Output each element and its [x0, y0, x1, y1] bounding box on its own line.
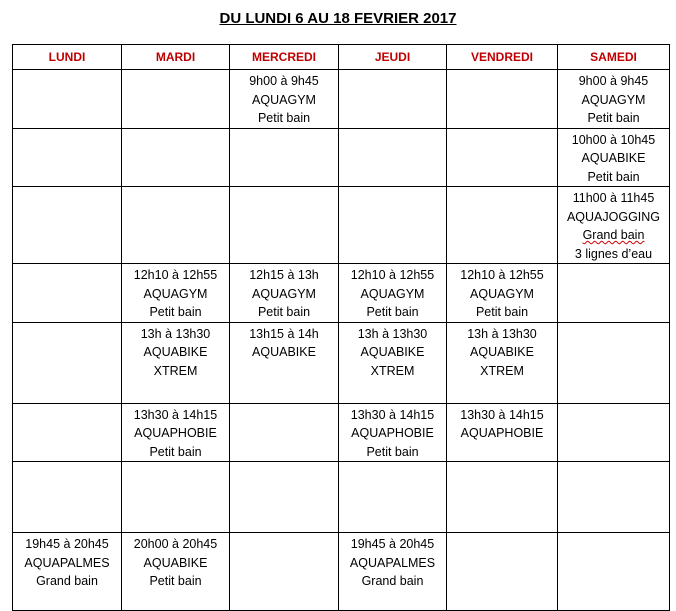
- session-cell-mercredi: [230, 70, 339, 129]
- day-header-mardi: MARDI: [122, 45, 230, 70]
- schedule-row: [13, 187, 670, 264]
- empty-cell: [13, 264, 122, 323]
- session-cell-mercredi: [230, 322, 339, 403]
- session-line: XTREM: [480, 363, 524, 378]
- empty-cell: [230, 533, 339, 611]
- day-header-lundi: LUNDI: [13, 45, 122, 70]
- empty-cell: [558, 403, 670, 462]
- session-cell-mardi: [122, 403, 230, 462]
- session-line: Petit bain: [149, 305, 202, 319]
- session-line: AQUAGYM: [143, 286, 208, 301]
- day-header-jeudi: JEUDI: [339, 45, 447, 70]
- session-line: Petit bain: [257, 305, 311, 319]
- session-line: 12h15 à 13h: [249, 268, 319, 282]
- session-cell-lundi: [13, 533, 122, 611]
- schedule-row: [13, 462, 670, 533]
- session-line: Petit bain: [366, 444, 419, 459]
- empty-cell: [13, 70, 122, 129]
- session-cell-vendredi: [447, 403, 558, 462]
- session-cell-vendredi: [447, 322, 558, 403]
- session-line: 13h30 à 14h15: [460, 407, 544, 422]
- session-cell-jeudi: [339, 403, 447, 462]
- empty-cell: [230, 403, 339, 462]
- day-header-samedi: SAMEDI: [558, 45, 670, 70]
- session-line: Petit bain: [587, 111, 640, 125]
- session-line: 13h à 13h30: [357, 326, 428, 341]
- session-cell-samedi: [558, 187, 670, 264]
- session-line: AQUAJOGGING: [566, 209, 661, 224]
- session-line: XTREM: [153, 363, 198, 378]
- session-line: 19h45 à 20h45: [350, 537, 435, 551]
- session-line: AQUAPHOBIE: [460, 426, 544, 440]
- session-cell-vendredi: [447, 264, 558, 323]
- session-line: Petit bain: [149, 444, 202, 459]
- schedule-table: [12, 44, 670, 611]
- session-line: 3 lignes d’eau: [574, 246, 653, 261]
- session-line: AQUAGYM: [470, 286, 534, 301]
- day-header-mercredi: MERCREDI: [230, 45, 339, 70]
- session-line: 13h à 13h30: [140, 326, 211, 341]
- session-line: Petit bain: [257, 111, 311, 125]
- session-line: AQUAPALMES: [349, 555, 436, 570]
- empty-cell: [558, 322, 670, 403]
- session-line: 13h30 à 14h15: [133, 407, 218, 422]
- session-line: AQUABIKE: [470, 345, 534, 359]
- empty-cell: [13, 322, 122, 403]
- session-line: AQUABIKE: [143, 555, 208, 570]
- session-line: Grand bain: [361, 574, 424, 588]
- empty-cell: [447, 70, 558, 129]
- session-cell-jeudi: [339, 264, 447, 323]
- schedule-row: [13, 322, 670, 403]
- session-line: 13h15 à 14h: [249, 326, 319, 341]
- empty-cell: [13, 128, 122, 187]
- empty-cell: [13, 187, 122, 264]
- session-line: AQUABIKE: [581, 151, 646, 165]
- session-cell-jeudi: [339, 533, 447, 611]
- session-cell-samedi: [558, 70, 670, 129]
- session-line: Petit bain: [475, 305, 529, 319]
- session-cell-mercredi: [230, 264, 339, 323]
- session-line: AQUAGYM: [360, 286, 425, 301]
- schedule-row: [13, 533, 670, 611]
- session-cell-samedi: [558, 128, 670, 187]
- schedule-row: [13, 264, 670, 323]
- session-line: 11h00 à 11h45: [572, 191, 655, 205]
- empty-cell: [122, 128, 230, 187]
- session-line: XTREM: [370, 363, 415, 378]
- empty-cell: [122, 462, 230, 533]
- day-header-vendredi: VENDREDI: [447, 45, 558, 70]
- session-line: Grand bain: [36, 574, 98, 588]
- empty-cell: [339, 128, 447, 187]
- session-line: 12h10 à 12h55: [350, 268, 435, 282]
- empty-cell: [339, 70, 447, 129]
- empty-cell: [122, 187, 230, 264]
- session-line: 13h30 à 14h15: [350, 407, 435, 422]
- session-cell-mardi: [122, 322, 230, 403]
- empty-cell: [447, 128, 558, 187]
- empty-cell: [558, 533, 670, 611]
- session-line: 19h45 à 20h45: [25, 537, 109, 551]
- session-line: 20h00 à 20h45: [133, 537, 218, 551]
- page-title: DU LUNDI 6 AU 18 FEVRIER 2017: [219, 10, 457, 27]
- header-row: [13, 45, 670, 70]
- schedule-row: [13, 403, 670, 462]
- session-line: 13h à 13h30: [467, 326, 537, 341]
- session-line: AQUABIKE: [143, 345, 208, 359]
- session-cell-mardi: [122, 533, 230, 611]
- session-cell-jeudi: [339, 322, 447, 403]
- session-line: 12h10 à 12h55: [460, 268, 544, 282]
- session-line: AQUAPHOBIE: [351, 426, 434, 440]
- empty-cell: [230, 128, 339, 187]
- session-line: AQUAGYM: [252, 92, 316, 107]
- empty-cell: [339, 462, 447, 533]
- session-line: AQUAPALMES: [24, 555, 110, 570]
- session-line: AQUAGYM: [252, 286, 316, 301]
- empty-cell: [339, 187, 447, 264]
- empty-cell: [447, 533, 558, 611]
- empty-cell: [230, 187, 339, 264]
- session-line: Petit bain: [149, 574, 202, 588]
- session-line: 9h00 à 9h45: [249, 74, 319, 88]
- empty-cell: [122, 70, 230, 129]
- session-line: AQUABIKE: [360, 345, 425, 359]
- session-line: AQUAGYM: [581, 92, 646, 107]
- session-line: Petit bain: [366, 305, 419, 319]
- empty-cell: [447, 187, 558, 264]
- session-line: AQUAPHOBIE: [134, 426, 217, 440]
- session-line: AQUABIKE: [252, 345, 316, 359]
- schedule-row: [13, 128, 670, 187]
- empty-cell: [447, 462, 558, 533]
- session-line: 12h10 à 12h55: [133, 268, 218, 282]
- empty-cell: [13, 462, 122, 533]
- session-line: Petit bain: [587, 169, 640, 184]
- empty-cell: [230, 462, 339, 533]
- empty-cell: [558, 462, 670, 533]
- session-line: 10h00 à 10h45: [571, 132, 656, 147]
- session-line: Grand bain: [582, 228, 645, 242]
- session-cell-mardi: [122, 264, 230, 323]
- schedule-row: [13, 70, 670, 129]
- session-line: 9h00 à 9h45: [578, 74, 649, 88]
- empty-cell: [13, 403, 122, 462]
- empty-cell: [558, 264, 670, 323]
